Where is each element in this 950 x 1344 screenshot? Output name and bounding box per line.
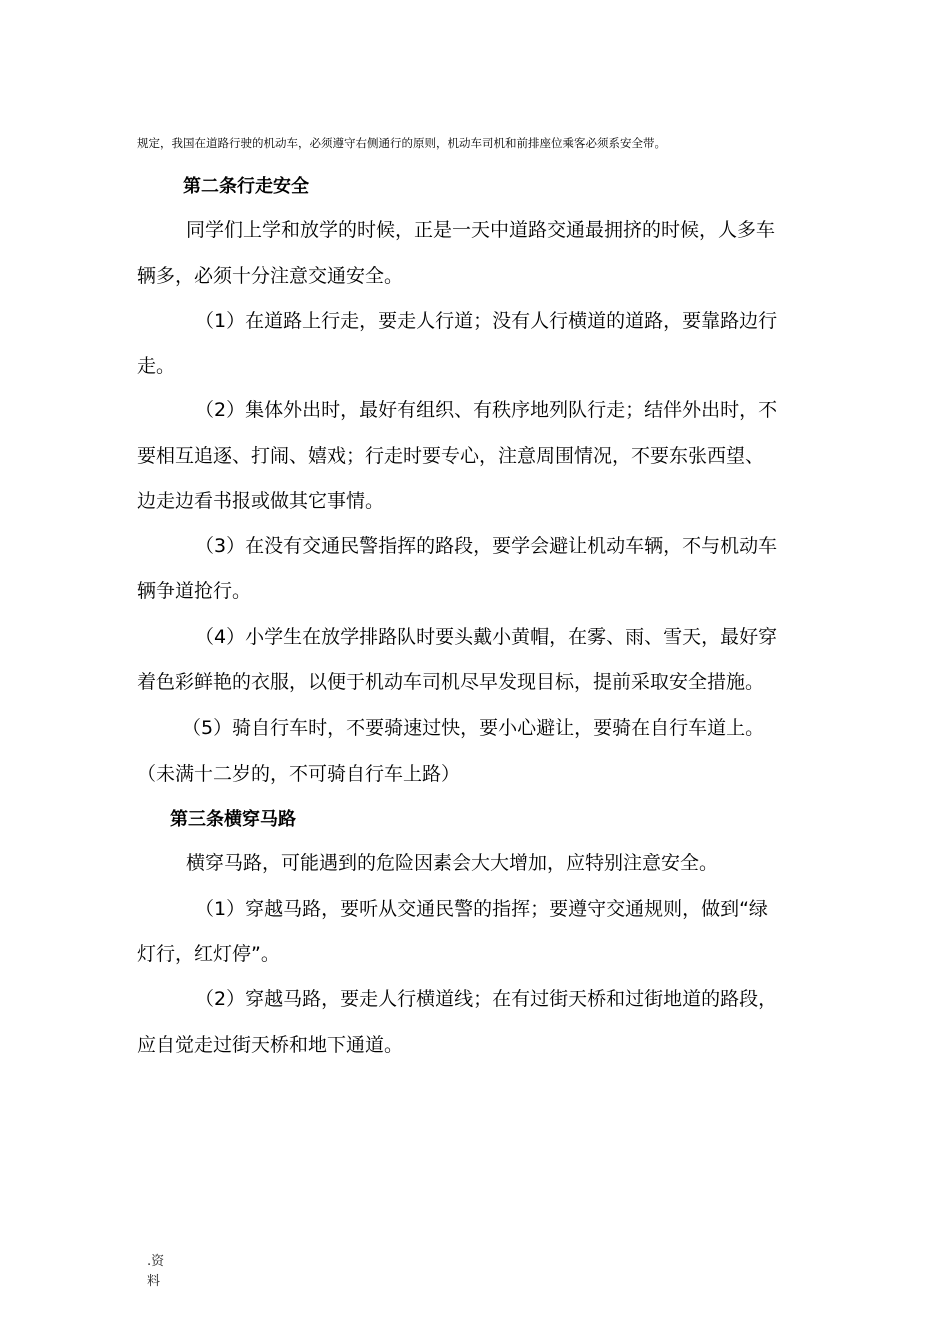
section-3-heading: 第三条横穿马路 — [170, 809, 296, 830]
section-3-item-1-line-2: 灯行，红灯停”。 — [137, 943, 280, 965]
section-2-item-4-line-2: 着色彩鲜艳的衣服，以便于机动车司机尽早发现目标，提前采取安全措施。 — [137, 671, 765, 693]
section-2-intro-line-2: 辆多，必须十分注意交通安全。 — [137, 265, 404, 287]
section-2-item-2-line-3: 边走边看书报或做其它事情。 — [137, 490, 385, 512]
section-2-item-2-line-1: （2）集体外出时，最好有组织、有秩序地列队行走；结伴外出时，不 — [195, 399, 778, 421]
top-note: 规定，我国在道路行驶的机动车，必须遵守右侧通行的原则，机动车司机和前排座位乘客必须系安全带。 — [137, 136, 666, 150]
section-2-item-5-line-1: （5）骑自行车时，不要骑速过快，要小心避让，要骑在自行车道上。 — [182, 717, 765, 739]
section-2-item-3-line-1: （3）在没有交通民警指挥的路段，要学会避让机动车辆，不与机动车 — [195, 535, 778, 557]
footer-line-2: 料 — [147, 1274, 161, 1289]
footer-line-1: .资 — [147, 1254, 165, 1269]
section-2-item-1-line-1: （1）在道路上行走，要走人行道；没有人行横道的道路，要靠路边行 — [195, 310, 778, 332]
section-2-item-3-line-2: 辆争道抢行。 — [137, 580, 252, 602]
section-3-item-1-line-1: （1）穿越马路，要听从交通民警的指挥；要遵守交通规则，做到“绿 — [195, 898, 768, 920]
section-2-heading: 第二条行走安全 — [183, 176, 309, 197]
page-footer — [147, 1252, 164, 1292]
section-2-intro-line-1: 同学们上学和放学的时候，正是一天中道路交通最拥挤的时候，人多车 — [186, 219, 776, 241]
section-2-item-4-line-1: （4）小学生在放学排路队时要头戴小黄帽，在雾、雨、雪天，最好穿 — [195, 626, 778, 648]
section-3-item-2-line-1: （2）穿越马路，要走人行横道线；在有过街天桥和过街地道的路段， — [195, 988, 778, 1010]
section-2-item-2-line-2: 要相互追逐、打闹、嬉戏；行走时要专心，注意周围情况，不要东张西望、 — [137, 445, 765, 467]
section-3-intro: 横穿马路，可能遇到的危险因素会大大增加，应特别注意安全。 — [186, 852, 719, 874]
section-3-item-2-line-2: 应自觉走过街天桥和地下通道。 — [137, 1034, 404, 1056]
section-2-item-5-line-2: （未满十二岁的，不可骑自行车上路） — [137, 763, 461, 785]
section-2-item-1-line-2: 走。 — [137, 355, 176, 377]
